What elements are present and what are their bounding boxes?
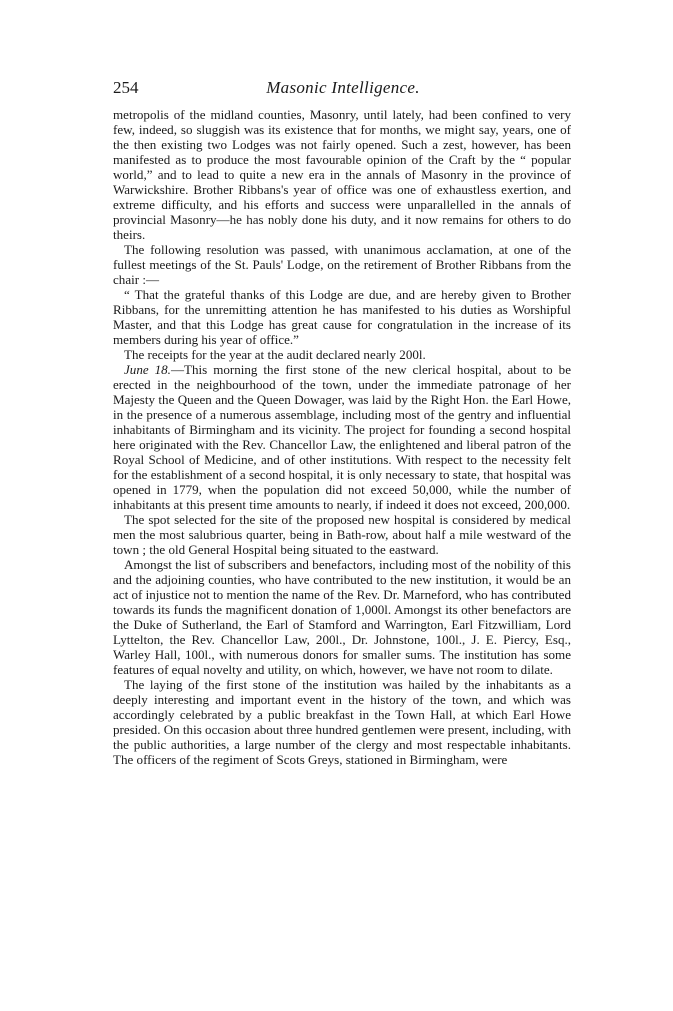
paragraph: The receipts for the year at the audit declared nearly 200l. bbox=[124, 347, 426, 362]
paragraph: The laying of the first stone of the institution was hailed by the inhabitants as a deeply interesting and important event in the history of the town, and which was accordingly celebrated by a public breakfast in the Town Hall, at which Earl Howe presided. On this occasion about three hundred gentlemen were present, including, with the public authorities, a large number of the clergy and most respectable inhabitants. The officers of the regiment of Scots Greys, stationed in Birmingham, were bbox=[113, 677, 571, 767]
date-lead: June 18. bbox=[124, 362, 171, 377]
paragraph: The spot selected for the site of the proposed new hospital is considered by medical men the most salubrious quarter, being in Bath-row, about half a mile westward of the town ; the old General Hospital being situated to the eastward. bbox=[113, 512, 571, 557]
page-number: 254 bbox=[113, 78, 139, 97]
article-body bbox=[113, 107, 571, 767]
paragraph: metropolis of the midland counties, Masonry, until lately, had been confined to very few, indeed, so sluggish was its existence that for months, we might say, years, one of the then existing two Lodges was not fairly opened. Such a zest, however, has been manifested as to produce the most favourable opinion of the Craft by the “ popular world,” and to lead to quite a new era in the annals of Masonry in the province of Warwickshire. Brother Ribbans's year of office was one of exhaustless exertion, and extreme difficulty, and his efforts and success were unparallelled in the annals of provincial Masonry—he has nobly done his duty, and it now remains for others to do theirs. bbox=[113, 107, 571, 242]
quoted-resolution: “ That the grateful thanks of this Lodge are due, and are hereby given to Brother Ribbans, for the unremitting attention he has manifested to his duties as Worshipful Master, and that this Lodge has great cause for congratulation in the increase of its members during his year of office.” bbox=[113, 287, 571, 347]
paragraph: Amongst the list of subscribers and benefactors, including most of the nobility of this and the adjoining counties, who have contributed to the new institution, it would be an act of injustice not to mention the name of the Rev. Dr. Marneford, who has contributed towards its funds the magnificent donation of 1,000l. Amongst its other benefactors are the Duke of Sutherland, the Earl of Stamford and Warrington, Earl Fitzwilliam, Lord Lyttelton, the Rev. Chancellor Law, 200l., Dr. Johnstone, 100l., J. E. Piercy, Esq., Warley Hall, 100l., with numerous donors for smaller sums. The institution has some features of equal novelty and utility, on which, however, we have not room to dilate. bbox=[113, 557, 571, 677]
page-header bbox=[113, 78, 573, 102]
paragraph-text: —This morning the first stone of the new clerical hospital, about to be erected in the neighbourhood of the town, under the immediate patronage of her Majesty the Queen and the Queen Dowager, was laid by the Right Hon. the Earl Howe, in the presence of a numerous assemblage, including most of the gentry and influential inhabitants of Birmingham and its vicinity. The project for founding a second hospital here originated with the Rev. Chancellor Law, the enlightened and liberal patron of the Royal School of Medicine, and of other institutions. With respect to the necessity felt for the establishment of a second hospital, it is only necessary to state, that hospital was opened in 1779, when the population did not exceed 50,000, while the number of inhabitants at this present time amounts to nearly, if indeed it does not exceed, 200,000. bbox=[113, 362, 571, 512]
paragraph: The following resolution was passed, with unanimous acclamation, at one of the fullest meetings of the St. Pauls' Lodge, on the retirement of Brother Ribbans from the chair :— bbox=[113, 242, 571, 287]
running-title: Masonic Intelligence. bbox=[266, 78, 420, 97]
dated-paragraph bbox=[113, 362, 571, 512]
